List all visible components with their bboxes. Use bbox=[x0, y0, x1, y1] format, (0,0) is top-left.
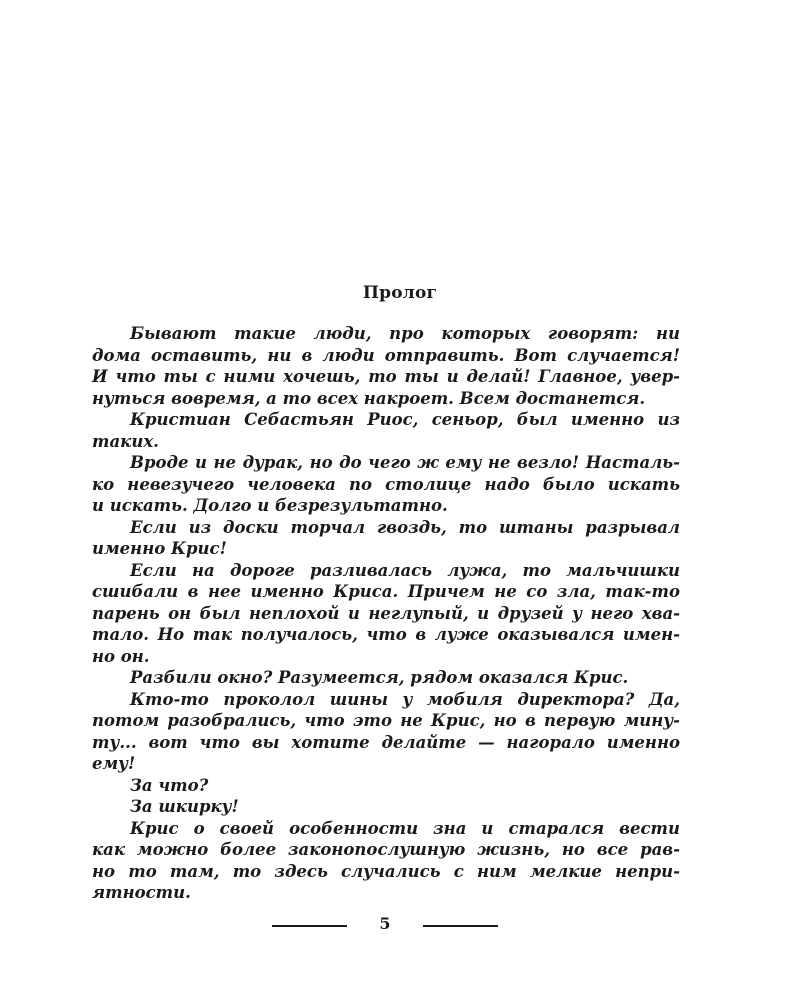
text-line: Крис о своей особенности зна и старался вести bbox=[130, 818, 680, 838]
text-line: Кто-то проколол шины у мобиля директора? Да, bbox=[130, 689, 680, 709]
text-line: Кристиан Себастьян Риос, сеньор, был именно из bbox=[130, 410, 680, 429]
text-line: Если из доски торчал гвоздь, то штаны разрывал bbox=[130, 517, 680, 537]
page-footer bbox=[0, 914, 800, 938]
text-line: тало. Но так получалось, что в луже оказывался имен- bbox=[92, 625, 680, 644]
text-line: ему! bbox=[92, 754, 136, 773]
text-line: Вроде и не дурак, но до чего ж ему не везло! Насталь- bbox=[130, 453, 680, 472]
text-line: ятности. bbox=[92, 883, 191, 902]
text-line: но то там, то здесь случались с ним мелкие непри- bbox=[92, 861, 680, 881]
footer-rule-right bbox=[423, 925, 498, 927]
text-line: таких. bbox=[92, 431, 159, 451]
text-line: За что? bbox=[130, 775, 209, 795]
text-line: как можно более законопослушную жизнь, но все рав- bbox=[92, 840, 680, 859]
text-line: но он. bbox=[92, 646, 150, 666]
text-line: Разбили окно? Разумеется, рядом оказался Крис. bbox=[130, 668, 629, 687]
footer-rule-left bbox=[272, 925, 347, 927]
text-line: сшибали в нее именно Криса. Причем не со зла, так-то bbox=[92, 582, 680, 601]
text-line: нуться вовремя, а то всех накроет. Всем достанется. bbox=[92, 388, 646, 408]
page-number: 5 bbox=[379, 914, 391, 933]
text-line: парень он был неплохой и неглупый, и друзей у него хва- bbox=[92, 603, 680, 623]
chapter-body bbox=[92, 323, 680, 904]
text-line: Если на дороге разливалась лужа, то мальчишки bbox=[130, 560, 680, 580]
text-line: ту... вот что вы хотите делайте — нагорало именно bbox=[92, 732, 680, 752]
text-line: За шкирку! bbox=[130, 797, 239, 816]
text-line: ко невезучего человека по столице надо было искать bbox=[92, 474, 680, 494]
text-line: именно Крис! bbox=[92, 539, 227, 558]
text-line: И что ты с ними хочешь, то ты и делай! Главное, увер- bbox=[92, 367, 680, 386]
text-line: и искать. Долго и безрезультатно. bbox=[92, 496, 448, 515]
text-line: дома оставить, ни в люди отправить. Вот случается! bbox=[92, 345, 680, 365]
text-line: Бывают такие люди, про которых говорят: ни bbox=[130, 324, 680, 343]
chapter-title: Пролог bbox=[362, 283, 438, 303]
text-line: потом разобрались, что это не Крис, но в первую мину- bbox=[92, 711, 680, 730]
